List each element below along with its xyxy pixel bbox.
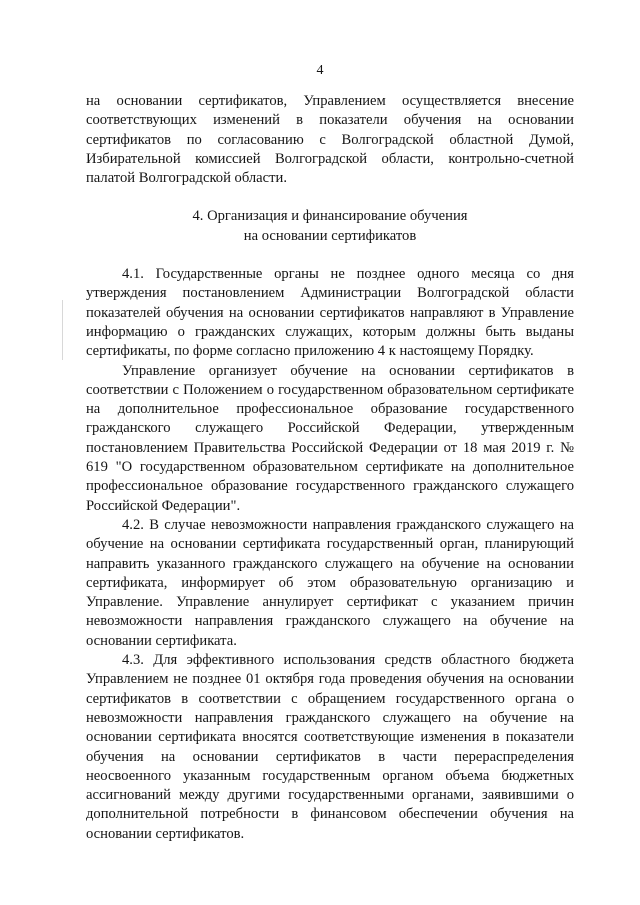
paragraph-4-1: 4.1. Государственные органы не позднее одного месяца со дня утверждения постановлением Администрации Волгоградской области показателей обучения на основании сертификатов направляют в Управление информацию о гражданских служащих, которым должны быть выданы сертификаты, по форме согласно приложению 4 к настоящему Порядку.: [86, 266, 574, 360]
intro-paragraph: на основании сертификатов, Управлением осуществляется внесение соответствующих изменений в показатели обучения на основании сертификатов по согласованию с Волгоградской областной Думой, Избирательной комиссией Волгоградской области, контрольно-счетной палатой Волгоградской области.: [86, 93, 574, 187]
paragraph-management: Управление организует обучение на основании сертификатов в соответствии с Положением о государственном образовательном сертификате на дополнительное профессиональное образование государственного гражданского служащего Российской Федерации, утвержденным постановлением Правительства Российской Федерации от 18 мая 2019 г. № 619 "О государственном образовательном сертификате на дополнительное профессиональное образование государственного гражданского служащего Российской Федерации".: [86, 362, 574, 514]
page-number: 4: [316, 63, 324, 78]
section-title-line-2: на основании сертификатов: [243, 227, 417, 244]
paragraph-4-3: 4.3. Для эффективного использования средств областного бюджета Управлением не позднее 01 октября года проведения обучения на основании сертификатов в соответствии с обращением государственного органа о невозможности направления гражданского служащего на обучение на основании сертификата вносятся соответствующие изменения в показатели обучения на основании сертификатов в части перераспределения неосвоенного указанным государственным органом объема бюджетных ассигнований между другими государственными органами, заявившими о дополнительной потребности в финансовом обеспечении обучения на основании сертификатов.: [86, 652, 574, 842]
paragraph-4-2: 4.2. В случае невозможности направления гражданского служащего на обучение на основании сертификата государственный орган, планирующий направить указанного гражданского служащего на обучение на основании сертификата, информирует об этом образовательную организацию и Управление. Управление аннулирует сертификат с указанием причин невозможности направления гражданского служащего на обучение на основании сертификата.: [86, 516, 574, 649]
scan-margin-line: [62, 300, 63, 360]
section-heading: [86, 207, 574, 246]
document-body: [86, 92, 574, 844]
section-title-line-1: 4. Организация и финансирование обучения: [192, 208, 468, 225]
